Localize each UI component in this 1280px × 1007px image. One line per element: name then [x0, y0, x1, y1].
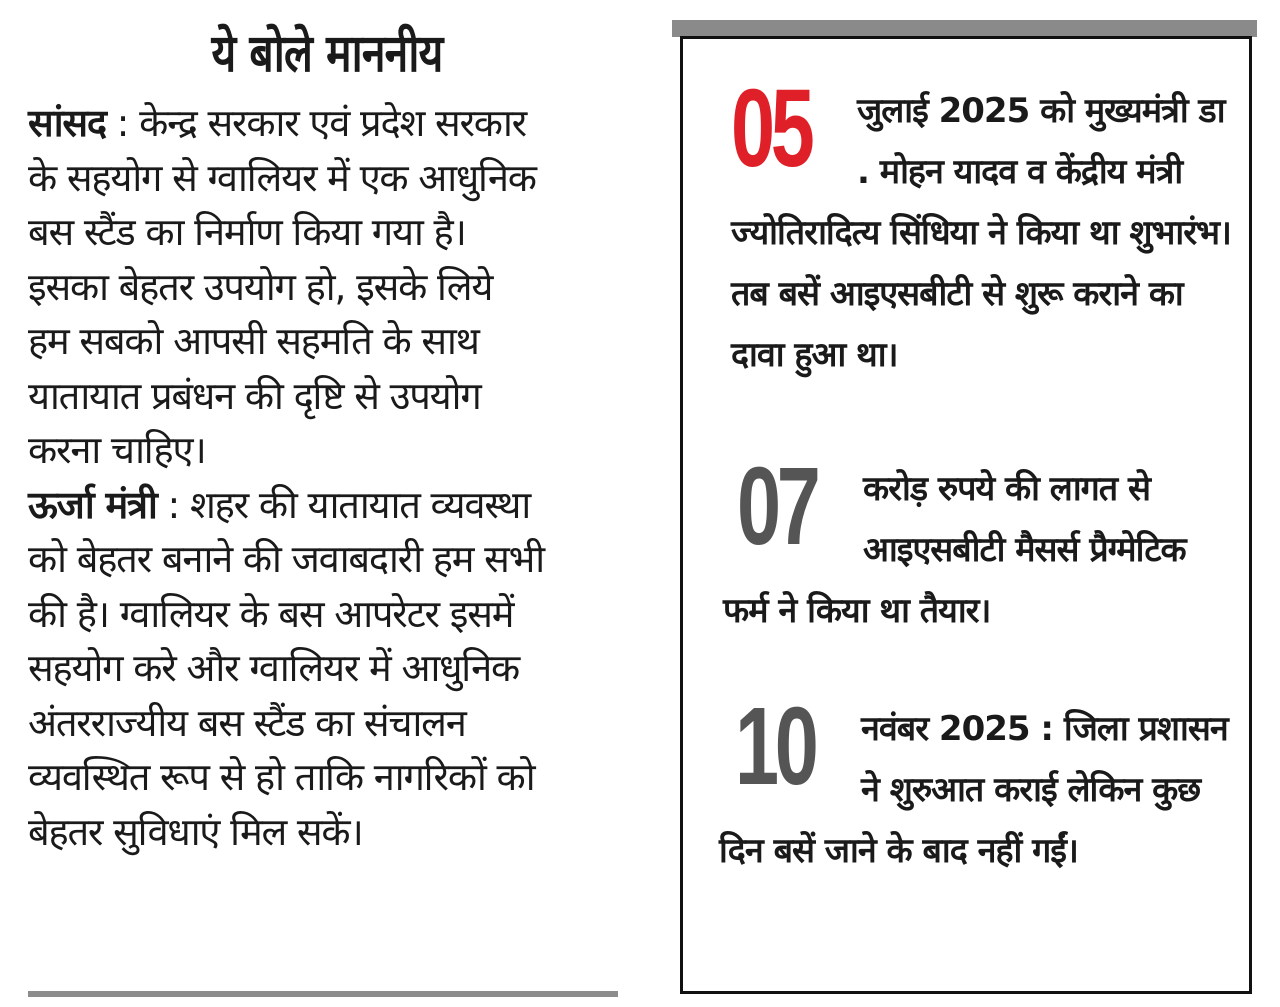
mp-first-line: [28, 96, 626, 151]
minister-line-3: सहयोग करे और ग्वालियर में आधुनिक: [28, 646, 519, 690]
minister-line-0: : शहर की यातायात व्यवस्था: [156, 482, 531, 527]
mp-line-2: बस स्टैंड का निर्माण किया गया है।: [28, 210, 466, 254]
minister-line-6: बेहतर सुविधाएं मिल सकें।: [28, 809, 363, 854]
facts-box: [680, 36, 1252, 994]
column-heading: ये बोले माननीय: [211, 24, 443, 84]
minister-statement: [28, 478, 626, 860]
minister-line-4: अंतरराज्यीय बस स्टैंड का संचालन: [28, 700, 466, 745]
fact-number: 10: [735, 685, 815, 808]
mp-line-1: के सहयोग से ग्वालियर में एक आधुनिक: [28, 155, 536, 200]
minister-line-5: व्यवस्थित रूप से हो ताकि नागरिकों को: [28, 755, 535, 799]
bottom-rule: [28, 991, 618, 997]
mp-line-4: हम सबको आपसी सहमति के साथ: [28, 319, 479, 363]
minister-line-2: की है। ग्वालियर के बस आपरेटर इसमें: [28, 591, 514, 636]
mp-line-6: करना चाहिए।: [28, 428, 206, 472]
mp-line-3: इसका बेहतर उपयोग हो, इसके लिये: [28, 264, 493, 309]
factbox-top-bar: [672, 20, 1257, 37]
fact-item: [719, 685, 1233, 882]
fact-text: जुलाई 2025 को मुख्यमंत्री डा . मोहन यादव व केंद्रीय मंत्री ज्योतिरादित्य सिंधिया ने किया था शुभारंभ। तब बसें आइएसबीटी से शुरू कराने का दावा हुआ था।: [731, 91, 1231, 375]
fact-text: करोड़ रुपये की लागत से आइएसबीटी मैसर्स प्रैग्मेटिक फर्म ने किया था तैयार।: [723, 469, 1186, 631]
minister-speaker-label: ऊर्जा मंत्री: [28, 482, 157, 527]
mp-speaker-label: सांसद: [28, 101, 106, 145]
fact-item: [731, 67, 1233, 386]
fact-number: 05: [731, 67, 811, 190]
statements-body: [28, 96, 626, 859]
fact-text: नवंबर 2025 : जिला प्रशासन ने शुरुआत कराई लेकिन कुछ दिन बसें जाने के बाद नहीं गईं।: [719, 709, 1228, 871]
mp-statement: [28, 96, 626, 478]
fact-item: [723, 445, 1233, 642]
minister-first-line: [28, 478, 626, 533]
mp-line-5: यातायात प्रबंधन की दृष्टि से उपयोग: [28, 373, 481, 418]
honourables-column: [28, 18, 626, 1003]
minister-line-1: को बेहतर बनाने की जवाबदारी हम सभी: [28, 537, 544, 581]
fact-number: 07: [737, 445, 817, 568]
mp-line-0: : केन्द्र सरकार एवं प्रदेश सरकार: [105, 101, 526, 145]
